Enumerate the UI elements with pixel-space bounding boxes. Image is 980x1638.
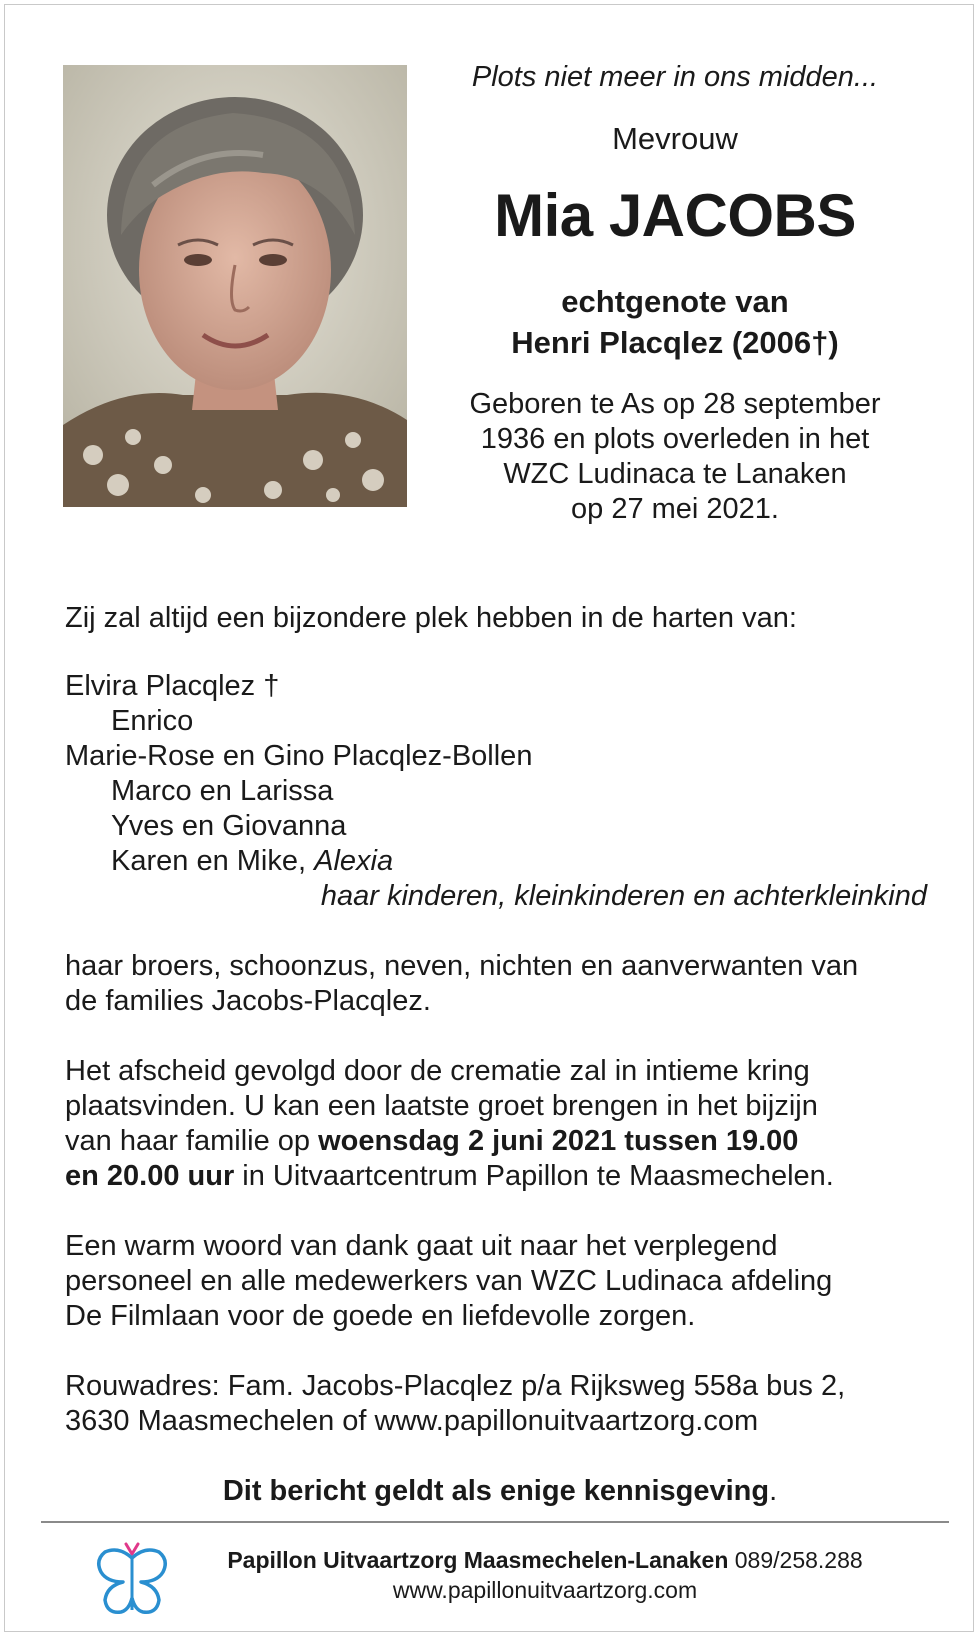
birth-death-info bbox=[425, 387, 925, 527]
family-member: Elvira Placqlez † bbox=[65, 670, 280, 702]
relatives-paragraph bbox=[65, 949, 935, 1019]
spouse-line-1: echtgenote van bbox=[561, 284, 789, 319]
family-list bbox=[65, 669, 935, 914]
farewell-line: van haar familie op bbox=[65, 1125, 319, 1157]
birth-line: WZC Ludinaca te Lanaken bbox=[503, 458, 847, 490]
family-member: Marco en Larissa bbox=[111, 775, 334, 807]
announcement-header bbox=[425, 57, 925, 527]
birth-line: 1936 en plots overleden in het bbox=[480, 423, 870, 455]
thanks-line: personeel en alle medewerkers van WZC Ludinaca afdeling bbox=[65, 1265, 833, 1297]
family-member bbox=[65, 844, 935, 879]
funeral-home-footer bbox=[185, 1545, 905, 1605]
farewell-time: en 20.00 uur bbox=[65, 1160, 235, 1192]
funeral-home-website: www.papillonuitvaartzorg.com bbox=[392, 1577, 698, 1603]
closing-notice bbox=[65, 1474, 935, 1509]
footer-divider bbox=[41, 1521, 949, 1523]
family-member: Yves en Giovanna bbox=[111, 810, 347, 842]
relatives-line: de families Jacobs-Placqlez. bbox=[65, 985, 431, 1017]
thanks-line: Een warm woord van dank gaat uit naar het verplegend bbox=[65, 1230, 778, 1262]
deceased-name: Mia JACOBS bbox=[494, 182, 856, 249]
farewell-paragraph bbox=[65, 1054, 935, 1194]
butterfly-logo-icon bbox=[93, 1540, 171, 1620]
honorific: Mevrouw bbox=[612, 121, 738, 156]
thanks-paragraph bbox=[65, 1229, 935, 1334]
birth-line: op 27 mei 2021. bbox=[571, 493, 779, 525]
relatives-line: haar broers, schoonzus, neven, nichten en aanverwanten van bbox=[65, 950, 859, 982]
birth-line: Geboren te As op 28 september bbox=[469, 388, 881, 420]
farewell-line: plaatsvinden. U kan een laatste groet brengen in het bijzijn bbox=[65, 1090, 818, 1122]
portrait-illustration bbox=[63, 65, 407, 507]
spouse-line-2: Henri Placqlez (2006†) bbox=[511, 325, 839, 360]
funeral-home-phone: 089/258.288 bbox=[728, 1547, 863, 1573]
address-paragraph bbox=[65, 1369, 935, 1439]
family-member: Marie-Rose en Gino Placqlez-Bollen bbox=[65, 740, 533, 772]
farewell-line: Het afscheid gevolgd door de crematie zal in intieme kring bbox=[65, 1055, 810, 1087]
intro-line: Plots niet meer in ons midden... bbox=[471, 61, 879, 93]
obituary-card bbox=[4, 4, 974, 1632]
closing-notice-text: Dit bericht geldt als enige kennisgeving bbox=[222, 1475, 770, 1507]
great-grandchild-name: Alexia bbox=[314, 845, 394, 877]
address-line: Rouwadres: Fam. Jacobs-Placqlez p/a Rijksweg 558a bus 2, bbox=[65, 1370, 846, 1402]
address-line: 3630 Maasmechelen of www.papillonuitvaartzorg.com bbox=[65, 1405, 759, 1437]
closing-period: . bbox=[769, 1475, 778, 1507]
spouse-info bbox=[425, 281, 925, 363]
funeral-home-line bbox=[185, 1545, 905, 1575]
family-member-text: Karen en Mike, bbox=[111, 845, 315, 877]
thanks-line: De Filmlaan voor de goede en liefdevolle zorgen. bbox=[65, 1300, 696, 1332]
announcement-body bbox=[65, 601, 935, 1509]
farewell-location: in Uitvaartcentrum Papillon te Maasmechelen. bbox=[234, 1160, 834, 1192]
hearts-line: Zij zal altijd een bijzondere plek hebben in de harten van: bbox=[65, 602, 797, 634]
portrait-photo bbox=[63, 65, 407, 507]
funeral-home-name: Papillon Uitvaartzorg Maasmechelen-Lanaken bbox=[227, 1547, 729, 1573]
farewell-date: woensdag 2 juni 2021 tussen 19.00 bbox=[318, 1125, 799, 1157]
relation-line: haar kinderen, kleinkinderen en achterkleinkind bbox=[320, 880, 927, 912]
family-member: Enrico bbox=[111, 705, 194, 737]
